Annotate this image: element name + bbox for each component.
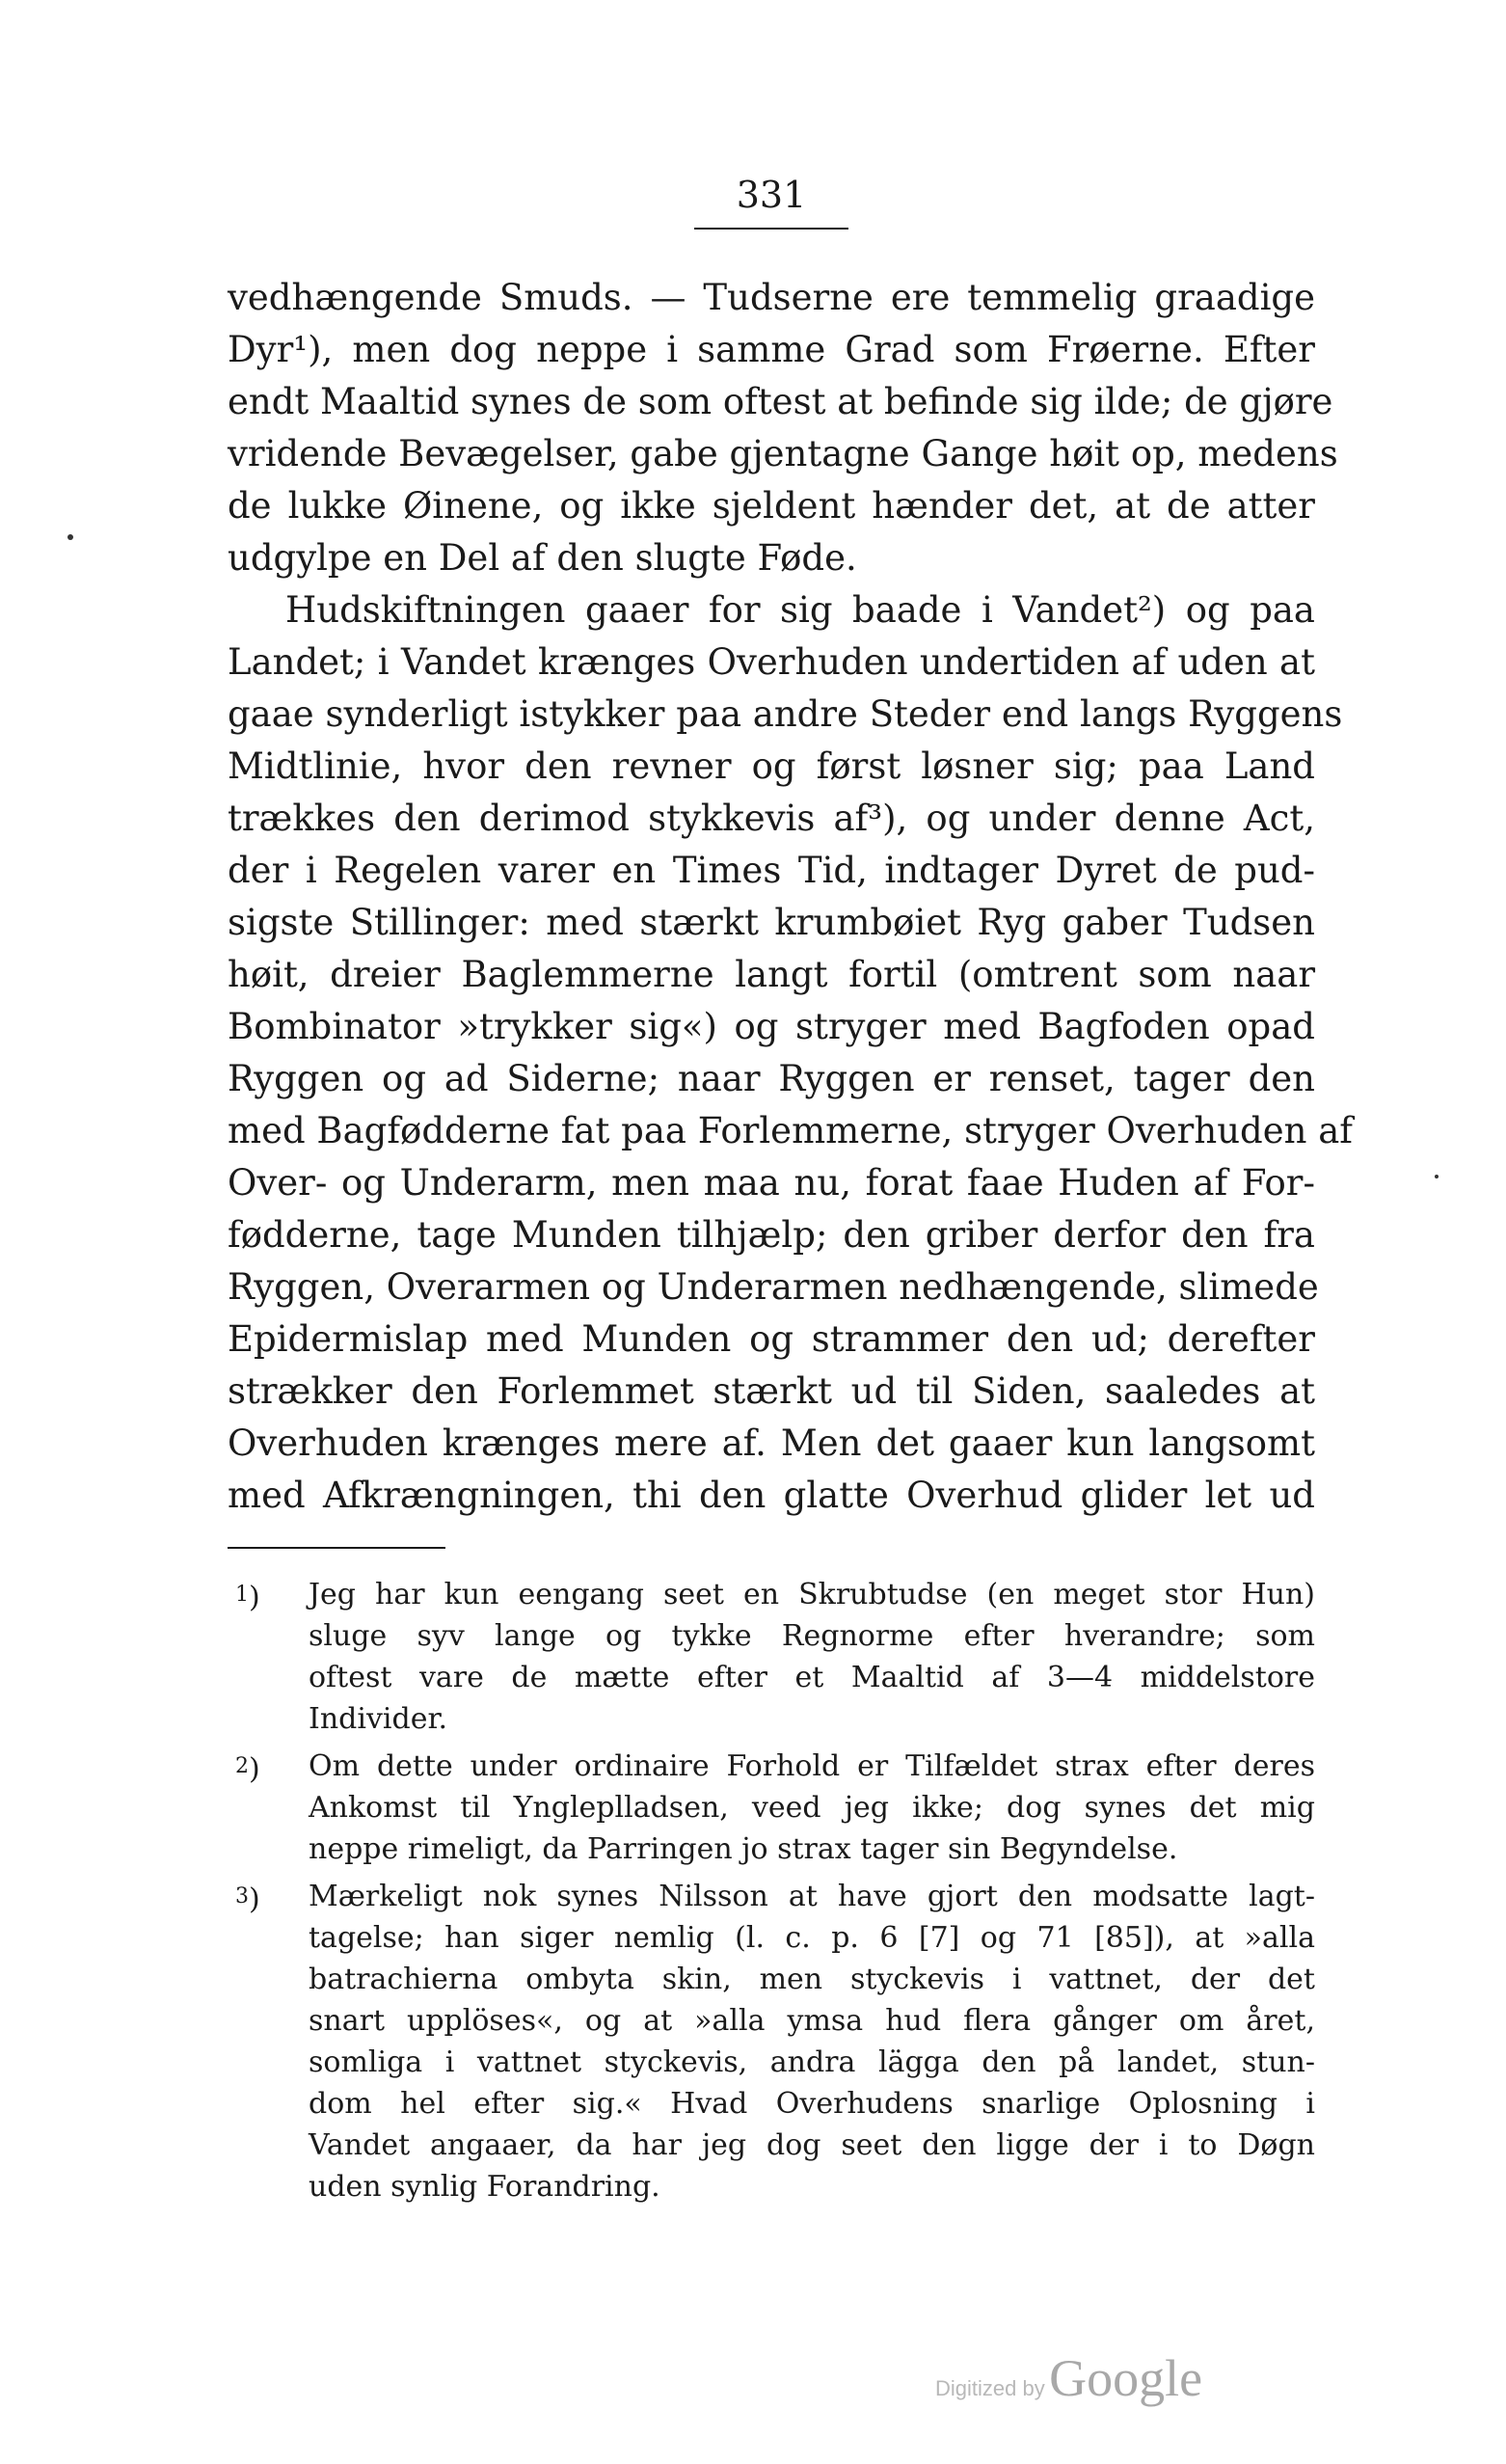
body-line: trækkes den derimod stykkevis af³), og under denne Act,	[228, 798, 1315, 839]
footnote-line: Mærkeligt nok synes Nilsson at have gjort den modsatte lagt-	[309, 1880, 1315, 1913]
body-line: Bombinator »trykker sig«) og stryger med Bagfoden opad	[228, 1006, 1315, 1047]
footnote-line: Vandet angaaer, da har jeg dog seet den ligge der i to Døgn	[309, 2128, 1315, 2162]
footnote-line: batrachierna ombyta skin, men styckevis i vattnet, der det	[309, 1963, 1315, 1996]
body-line: Dyr¹), men dog neppe i samme Grad som Frøerne. Efter	[228, 329, 1315, 370]
footnote-3	[228, 1876, 1315, 2207]
footnote-line: Individer.	[309, 1702, 448, 1736]
footnotes	[228, 1574, 1315, 2213]
footnote-line: neppe rimeligt, da Parringen jo strax tager sin Begyndelse.	[309, 1832, 1178, 1866]
body-line: Hudskiftningen gaaer for sig baade i Vandet²) og paa	[285, 589, 1315, 631]
footnote-rule	[228, 1547, 445, 1549]
body-line: udgylpe en Del af den slugte Føde.	[228, 537, 857, 579]
page-number-rule	[694, 228, 848, 230]
footnote-marker: $^1$)	[235, 1581, 260, 1614]
footnote-line: sluge syv lange og tykke Regnorme efter hverandre; som	[309, 1619, 1315, 1653]
footnote-line: oftest vare de mætte efter et Maaltid af 3—4 middelstore	[309, 1661, 1315, 1694]
body-line: fødderne, tage Munden tilhjælp; den griber derfor den fra	[228, 1214, 1315, 1256]
footnote-line: Jeg har kun eengang seet en Skrubtudse (en meget stor Hun)	[309, 1578, 1315, 1611]
footnote-line: Ankomst til Yngleplladsen, veed jeg ikke; dog synes det mig	[309, 1791, 1315, 1825]
body-line: de lukke Øinene, og ikke sjeldent hænder det, at de atter	[228, 485, 1315, 527]
digitized-by-google-watermark	[935, 2348, 1202, 2408]
footnote-2	[228, 1746, 1315, 1870]
body-line: Ryggen og ad Siderne; naar Ryggen er renset, tager den	[228, 1058, 1315, 1099]
body-line: vridende Bevægelser, gabe gjentagne Gange høit op, medens	[228, 433, 1338, 474]
body-line: med Bagfødderne fat paa Forlemmerne, stryger Overhuden af	[228, 1110, 1353, 1151]
body-line: Ryggen, Overarmen og Underarmen nedhængende, slimede	[228, 1266, 1319, 1308]
footnote-line: snart upplöses«, og at »alla ymsa hud flera gånger om året,	[309, 2004, 1315, 2038]
body-line: høit, dreier Baglemmerne langt fortil (omtrent som naar	[228, 954, 1315, 995]
footnote-marker: $^2$)	[235, 1752, 260, 1786]
page-number: 331	[736, 174, 807, 216]
body-line: Overhuden krænges mere af. Men det gaaer kun langsomt	[228, 1422, 1315, 1464]
footnote-line: somliga i vattnet styckevis, andra lägga den på landet, stun-	[309, 2045, 1315, 2079]
body-line: strækker den Forlemmet stærkt ud til Siden, saaledes at	[228, 1370, 1315, 1412]
body-line: endt Maaltid synes de som oftest at befinde sig ilde; de gjøre	[228, 381, 1333, 422]
body-text	[228, 272, 1353, 1522]
footnote-line: dom hel efter sig.« Hvad Overhudens snarlige Oplosning i	[309, 2087, 1315, 2121]
scan-speck	[67, 534, 73, 540]
footnote-marker: $^3$)	[235, 1882, 260, 1916]
footnote-line: uden synlig Forandring.	[309, 2170, 660, 2204]
body-line: Epidermislap med Munden og strammer den ud; derefter	[228, 1318, 1315, 1360]
footnote-1	[228, 1574, 1315, 1740]
body-line: sigste Stillinger: med stærkt krumbøiet Ryg gaber Tudsen	[228, 902, 1315, 943]
body-line: der i Regelen varer en Times Tid, indtager Dyret de pud-	[228, 850, 1315, 891]
body-line: Over- og Underarm, men maa nu, forat faae Huden af For-	[228, 1162, 1315, 1204]
google-logo: Google	[1049, 2349, 1203, 2407]
watermark-small-text: Digitized by	[935, 2376, 1045, 2400]
footnote-line: tagelse; han siger nemlig (l. c. p. 6 [7] og 71 [85]), at »alla	[309, 1921, 1315, 1955]
body-line: Midtlinie, hvor den revner og først løsner sig; paa Land	[228, 745, 1315, 787]
body-line: vedhængende Smuds. — Tudserne ere temmelig graadige	[228, 277, 1315, 318]
body-line: Landet; i Vandet krænges Overhuden undertiden af uden at	[228, 641, 1315, 683]
body-line: med Afkrængningen, thi den glatte Overhud glider let ud	[228, 1475, 1315, 1516]
footnote-line: Om dette under ordinaire Forhold er Tilfældet strax efter deres	[309, 1749, 1315, 1783]
scan-speck	[1435, 1175, 1439, 1178]
body-line: gaae synderligt istykker paa andre Steder end langs Ryggens	[228, 693, 1343, 735]
